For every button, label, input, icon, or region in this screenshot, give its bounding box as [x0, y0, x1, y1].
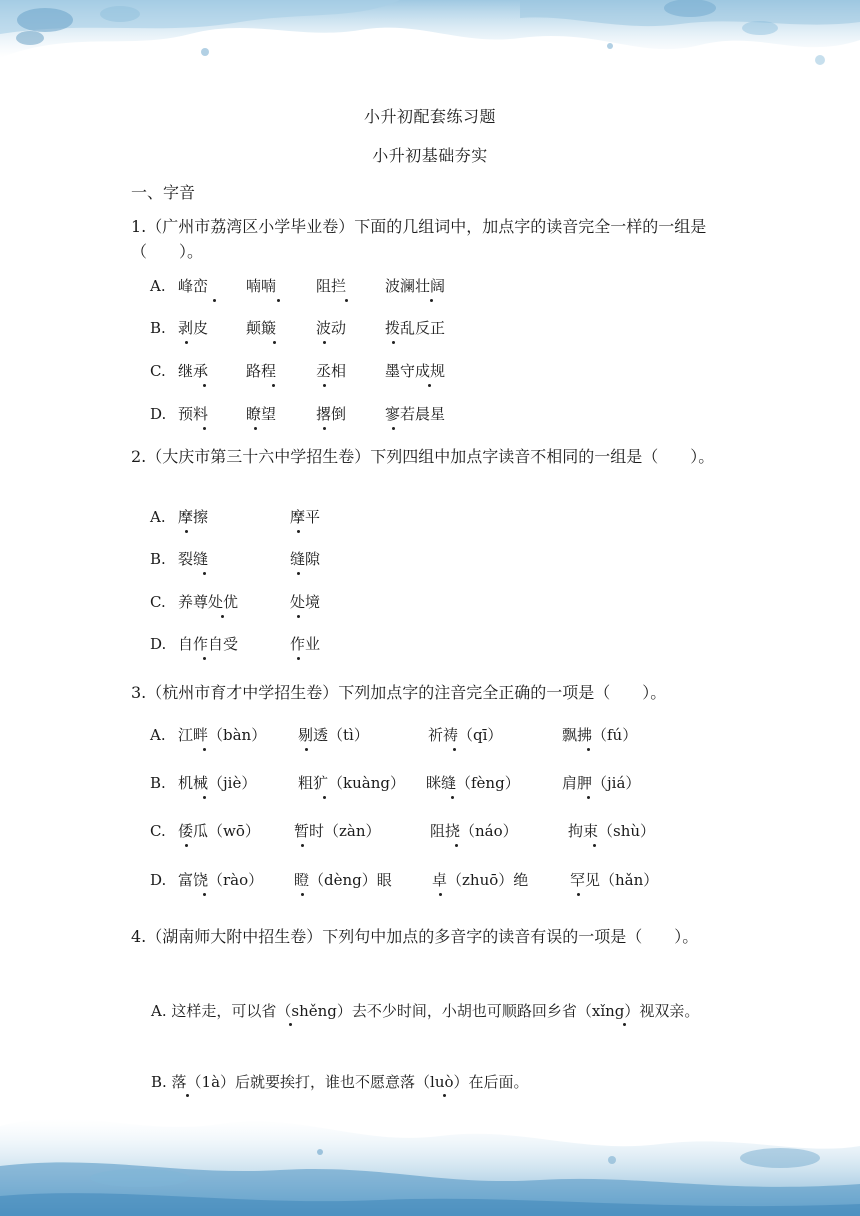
- emphasis-dot: [186, 1094, 189, 1097]
- emphasis-dot: [297, 572, 300, 575]
- emphasis-dot: [323, 341, 326, 344]
- emphasis-dot: [297, 615, 300, 618]
- option-word: 富饶（rào）: [178, 871, 264, 889]
- emphasis-dot: [203, 384, 206, 387]
- option-letter: D.: [150, 871, 167, 889]
- emphasis-dot: [185, 530, 188, 533]
- option-letter: C.: [150, 362, 166, 380]
- question-3-option-c: [150, 819, 656, 843]
- option-word: 预料: [178, 405, 209, 423]
- option-letter: A.: [150, 277, 166, 295]
- option-word: 罕见（hǎn）: [570, 871, 659, 889]
- option-word: 祈祷（qī）: [428, 726, 503, 744]
- option-word: 丞相: [316, 362, 347, 380]
- option-letter: A.: [150, 508, 166, 526]
- emphasis-dot: [430, 299, 433, 302]
- option-letter: B.: [150, 319, 166, 337]
- emphasis-dot: [587, 748, 590, 751]
- option-word: 颠簸: [246, 319, 277, 337]
- question-2-option-c: [150, 590, 321, 614]
- emphasis-dot: [451, 796, 454, 799]
- emphasis-dot: [203, 427, 206, 430]
- emphasis-dot: [221, 615, 224, 618]
- option-word: 摩擦: [178, 508, 209, 526]
- question-1-text: 1.（广州市荔湾区小学毕业卷）下面的几组词中，加点字的读音完全一样的一组是（ ）。: [131, 217, 707, 261]
- emphasis-dot: [203, 893, 206, 896]
- emphasis-dot: [392, 341, 395, 344]
- emphasis-dot: [577, 893, 580, 896]
- emphasis-dot: [203, 748, 206, 751]
- question-4-option-a: A. 这样走，可以省（shěng）去不少时间，小胡也可顺路回乡省（xǐng）视双亲。: [151, 1002, 700, 1020]
- emphasis-dot: [289, 1023, 292, 1026]
- option-word: 寥若晨星: [385, 405, 446, 423]
- option-word: 肩胛（jiá）: [562, 774, 641, 792]
- emphasis-dot: [297, 657, 300, 660]
- option-letter: D.: [150, 405, 167, 423]
- page-title: 小升初配套练习题: [363, 107, 496, 126]
- option-word: 眯缝（fèng）: [426, 774, 520, 792]
- option-word: 波动: [316, 319, 347, 337]
- option-word: 作业: [290, 635, 321, 653]
- emphasis-dot: [593, 844, 596, 847]
- option-word: 拨乱反正: [385, 319, 446, 337]
- emphasis-dot: [185, 844, 188, 847]
- emphasis-dot: [623, 1023, 626, 1026]
- option-word: 机械（jiè）: [178, 774, 257, 792]
- option-word: 缝隙: [290, 550, 321, 568]
- question-4-text: 4.（湖南师大附中招生卷）下列句中加点的多音字的读音有误的一项是（ ）。: [131, 927, 699, 946]
- emphasis-dot: [213, 299, 216, 302]
- option-letter: D.: [150, 635, 167, 653]
- option-word: 暂时（zàn）: [294, 822, 381, 840]
- question-1-option-d: [150, 402, 446, 426]
- option-word: 自作自受: [178, 635, 239, 653]
- question-3-option-a: [150, 723, 638, 747]
- option-word: 阻拦: [316, 277, 347, 295]
- emphasis-dot: [203, 572, 206, 575]
- emphasis-dot: [273, 341, 276, 344]
- option-word: 墨守成规: [385, 362, 446, 380]
- option-word: 阻挠（náo）: [430, 822, 518, 840]
- question-2-option-b: [150, 547, 321, 571]
- emphasis-dot: [297, 530, 300, 533]
- option-letter: B.: [150, 774, 166, 792]
- emphasis-dot: [203, 657, 206, 660]
- option-word: 继承: [178, 362, 209, 380]
- question-4-option-b: B. 落（1à）后就要挨打，谁也不愿意落（luò）在后面。: [151, 1073, 529, 1091]
- emphasis-dot: [301, 893, 304, 896]
- option-word: 处境: [290, 593, 321, 611]
- option-word: 养尊处优: [178, 593, 239, 611]
- emphasis-dot: [323, 796, 326, 799]
- emphasis-dot: [185, 341, 188, 344]
- emphasis-dot: [254, 427, 257, 430]
- emphasis-dot: [323, 384, 326, 387]
- emphasis-dot: [203, 796, 206, 799]
- emphasis-dot: [587, 796, 590, 799]
- option-word: 摩平: [290, 508, 321, 526]
- emphasis-dot: [345, 299, 348, 302]
- question-1-option-b: [150, 316, 446, 340]
- question-1-option-c: [150, 359, 446, 383]
- question-2-option-d: [150, 632, 321, 656]
- option-word: 撂倒: [316, 405, 347, 423]
- emphasis-dot: [301, 844, 304, 847]
- question-1-option-a: [150, 274, 446, 298]
- option-word: 粗犷（kuàng）: [298, 774, 405, 792]
- option-letter: B.: [150, 550, 166, 568]
- option-word: 瞭望: [246, 405, 277, 423]
- option-word: 裂缝: [178, 550, 209, 568]
- section-heading: 一、字音: [131, 183, 196, 202]
- emphasis-dot: [277, 299, 280, 302]
- option-word: 波澜壮阔: [385, 277, 446, 295]
- question-3-option-d: [150, 868, 659, 892]
- emphasis-dot: [443, 1094, 446, 1097]
- option-letter: A.: [150, 726, 166, 744]
- emphasis-dot: [305, 748, 308, 751]
- option-word: 峰峦: [178, 277, 209, 295]
- emphasis-dot: [439, 893, 442, 896]
- option-word: 喃喃: [246, 277, 277, 295]
- question-2-option-a: [150, 505, 321, 529]
- emphasis-dot: [272, 384, 275, 387]
- option-word: 剔透（tì）: [298, 726, 369, 744]
- option-letter: C.: [150, 822, 166, 840]
- option-word: 卓（zhuō）绝: [432, 871, 529, 889]
- option-word: 剥皮: [178, 319, 209, 337]
- option-word: 飘拂（fú）: [562, 726, 638, 744]
- emphasis-dot: [428, 384, 431, 387]
- question-3-option-b: [150, 771, 641, 795]
- question-2-text: 2.（大庆市第三十六中学招生卷）下列四组中加点字读音不相同的一组是（ ）。: [131, 447, 715, 466]
- option-letter: C.: [150, 593, 166, 611]
- emphasis-dot: [453, 748, 456, 751]
- page-subtitle: 小升初基础夯实: [372, 146, 488, 165]
- option-word: 江畔（bàn）: [178, 726, 267, 744]
- emphasis-dot: [323, 427, 326, 430]
- option-word: 瞪（dèng）眼: [294, 871, 392, 889]
- question-3-text: 3.（杭州市育才中学招生卷）下列加点字的注音完全正确的一项是（ ）。: [131, 683, 667, 702]
- emphasis-dot: [455, 844, 458, 847]
- option-word: 路程: [246, 362, 277, 380]
- emphasis-dot: [392, 427, 395, 430]
- option-word: 拘束（shù）: [568, 822, 656, 840]
- option-word: 倭瓜（wō）: [178, 822, 260, 840]
